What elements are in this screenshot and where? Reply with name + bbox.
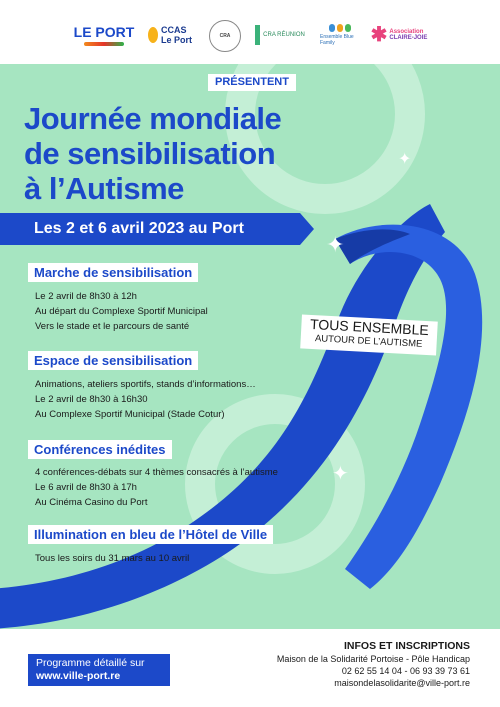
- section-line: Le 2 avril de 8h30 à 12h: [35, 291, 137, 302]
- cra-reunion-logo-text: CRA RÉUNION: [263, 32, 305, 38]
- section-label-espace: Espace de sensibilisation: [28, 351, 198, 370]
- programme-box: [28, 654, 170, 686]
- section-line: Animations, ateliers sportifs, stands d’informations…: [35, 379, 256, 390]
- tous-ensemble-line2: AUTOUR DE L’AUTISME: [314, 333, 423, 350]
- le-port-logo: [70, 20, 138, 50]
- infos-email-link[interactable]: maisondelasolidarite@ville-port.re: [334, 678, 470, 688]
- seal-logo: [209, 20, 241, 52]
- le-port-logo-text: LE PORT: [73, 24, 135, 40]
- family-logo: [320, 20, 360, 50]
- section-details-espace: [35, 377, 256, 422]
- section-line: Au départ du Complexe Sportif Municipal: [35, 306, 208, 317]
- presentent-tag: PRÉSENTENT: [208, 74, 296, 91]
- infos-address: Maison de la Solidarité Portoise - Pôle Handicap: [276, 654, 470, 664]
- section-label-conferences: Conférences inédites: [28, 440, 172, 459]
- event-dates-banner: Les 2 et 6 avril 2023 au Port: [0, 213, 300, 245]
- infos-heading: INFOS ET INSCRIPTIONS: [343, 640, 470, 652]
- section-line: Au Complexe Sportif Municipal (Stade Cotur): [35, 409, 225, 420]
- family-logo-text: Ensemble Blue Family: [320, 34, 354, 46]
- association-star-icon: ✱: [370, 24, 388, 46]
- partner-logos-bar: [0, 0, 500, 64]
- cra-reunion-logo: [252, 20, 308, 50]
- ccas-logo: [148, 20, 198, 50]
- infos-block: [277, 639, 470, 689]
- association-logo-line1: Association: [389, 29, 424, 35]
- le-port-swoosh-icon: [84, 42, 124, 46]
- section-line: 4 conférences-débats sur 4 thèmes consacrés à l’autisme: [35, 467, 278, 478]
- title-line-1: Journée mondiale: [24, 101, 282, 136]
- section-line: Vers le stade et le parcours de santé: [35, 321, 190, 332]
- tous-ensemble-line1: TOUS ENSEMBLE: [309, 315, 430, 339]
- section-details-conferences: [35, 465, 278, 510]
- cra-emblem-icon: [255, 25, 260, 45]
- sparkle-icon: ✦: [326, 232, 345, 257]
- ccas-logo-text: CCAS Le Port: [161, 25, 193, 45]
- section-details-marche: [35, 289, 208, 334]
- sparkle-icon: ✦: [398, 151, 412, 168]
- event-title: [24, 101, 281, 206]
- section-line: Le 6 avril de 8h30 à 17h: [35, 482, 137, 493]
- section-label-marche: Marche de sensibilisation: [28, 263, 198, 282]
- section-details-illumination: [35, 551, 189, 566]
- section-line: Au Cinéma Casino du Port: [35, 497, 148, 508]
- ccas-emblem-icon: [148, 27, 158, 43]
- programme-label: Programme détaillé sur: [36, 657, 145, 669]
- section-label-illumination: Illumination en bleu de l’Hôtel de Ville: [28, 525, 273, 544]
- seal-logo-text: CRA: [219, 33, 231, 39]
- section-line: Le 2 avril de 8h30 à 16h30: [35, 394, 148, 405]
- tous-ensemble-tag: [300, 314, 438, 355]
- section-line: Tous les soirs du 31 mars au 10 avril: [35, 553, 190, 564]
- family-people-icon: [329, 24, 351, 32]
- programme-url-link[interactable]: www.ville-port.re: [36, 670, 121, 682]
- title-line-2: de sensibilisation: [24, 136, 276, 171]
- sparkle-icon: ✦: [332, 463, 349, 485]
- title-line-3: à l’Autisme: [24, 171, 184, 206]
- infos-phones: 02 62 55 14 04 - 06 93 39 73 61: [341, 666, 470, 676]
- association-logo-line2: CLAIRE-JOIE: [389, 35, 428, 41]
- association-claire-joie-logo: [368, 20, 430, 50]
